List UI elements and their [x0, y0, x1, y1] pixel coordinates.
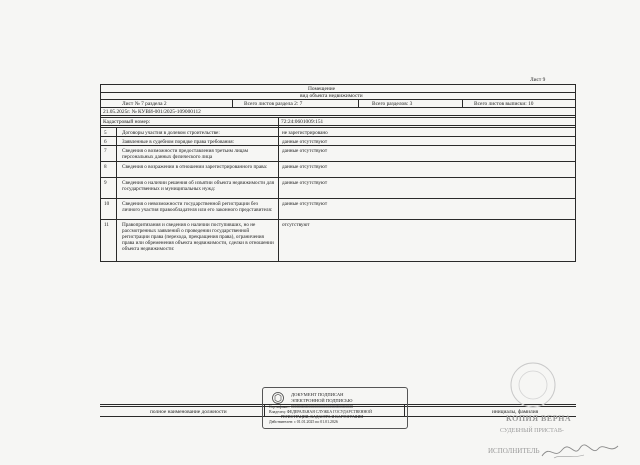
- sheet-label: Лист 9: [530, 77, 546, 83]
- date-number: 21.05.2025г. № КУВИ-001/2025-109000112: [103, 109, 201, 115]
- document-subtitle: вид объекта недвижимости: [300, 93, 363, 99]
- extract-total: Всего листов выписки: 10: [474, 101, 534, 107]
- electronic-signature-stamp: [262, 387, 408, 429]
- sections-total: Всего разделов: 3: [372, 101, 413, 107]
- copy-stamp-seal-icon: [498, 360, 568, 410]
- row-9-value: данные отсутствуют: [282, 180, 328, 186]
- row-10-value: данные отсутствуют: [282, 201, 328, 207]
- stamp-line-4: Владелец: ФЕДЕРАЛЬНАЯ СЛУЖБА ГОСУДАРСТВЕННОЙ: [269, 410, 372, 414]
- row-6-num: 6: [104, 139, 107, 145]
- row-11-label: Правопритязания и сведения о наличии поступивших, но не рассмотренных заявлений о проведении государственной регистрации права (перехода, прекращения права), ограничения права или обременения объекта недвижимости, сделки в отношении объекта недвижимости:: [122, 222, 274, 252]
- row-8-value: данные отсутствуют: [282, 164, 328, 170]
- handwritten-signature-icon: [540, 440, 620, 462]
- position-label: полное наименование должности: [150, 409, 227, 415]
- document-title: Помещение: [308, 86, 335, 92]
- row-9-num: 9: [104, 180, 107, 186]
- row-9-label: Сведения о наличии решения об изъятии объекта недвижимости для государственных и муниципальных нужд:: [122, 180, 274, 192]
- row-8-label: Сведения о возражении в отношении зарегистрированного права:: [122, 164, 268, 170]
- cadastral-value: 72:24:0601009:151: [281, 119, 324, 125]
- row-11-value: отсутствуют: [282, 222, 310, 228]
- signature-label: инициалы, фамилия: [492, 409, 539, 415]
- row-7-num: 7: [104, 148, 107, 154]
- cadastral-label: Кадастровый номер:: [103, 119, 151, 125]
- row-10-label: Сведения о невозможности государственной регистрации без личного участия правообладателя или его законного представителя:: [122, 201, 273, 213]
- row-5-label: Договоры участия в долевом строительстве:: [122, 130, 220, 136]
- section-sheet: Лист № 7 раздела 2: [122, 101, 167, 107]
- section-total: Всего листов раздела 2: 7: [244, 101, 303, 107]
- row-10-num: 10: [104, 201, 110, 207]
- stamp-line-5: РЕГИСТРАЦИИ, КАДАСТРА И КАРТОГРАФИИ: [281, 415, 364, 419]
- row-6-label: Заявленные в судебном порядке права требования:: [122, 139, 235, 145]
- row-7-label: Сведения о возможности предоставления третьим лицам персональных данных физического лица: [122, 148, 248, 160]
- copy-stamp-line-1: КОПИЯ ВЕРНА: [506, 414, 572, 423]
- stamp-line-6: Действителен: с 01.01.2025 по 01.01.2026: [269, 420, 338, 424]
- stamp-line-2: ЭЛЕКТРОННОЙ ПОДПИСЬЮ: [291, 398, 353, 403]
- row-11-num: 11: [104, 222, 109, 228]
- stamp-line-3: Сертификат: 00000000000000000000000000000000: [269, 405, 354, 409]
- row-5-value: не зарегистрировано: [282, 130, 328, 136]
- copy-stamp-line-2: СУДЕБНЫЙ ПРИСТАВ-: [500, 428, 564, 434]
- row-5-num: 5: [104, 130, 107, 136]
- row-8-num: 8: [104, 164, 107, 170]
- copy-stamp-line-3: ИСПОЛНИТЕЛЬ: [488, 447, 540, 455]
- row-6-value: данные отсутствуют: [282, 139, 328, 145]
- row-7-value: данные отсутствуют: [282, 148, 328, 154]
- stamp-line-1: ДОКУМЕНТ ПОДПИСАН: [291, 392, 344, 397]
- emblem-icon: [271, 391, 285, 405]
